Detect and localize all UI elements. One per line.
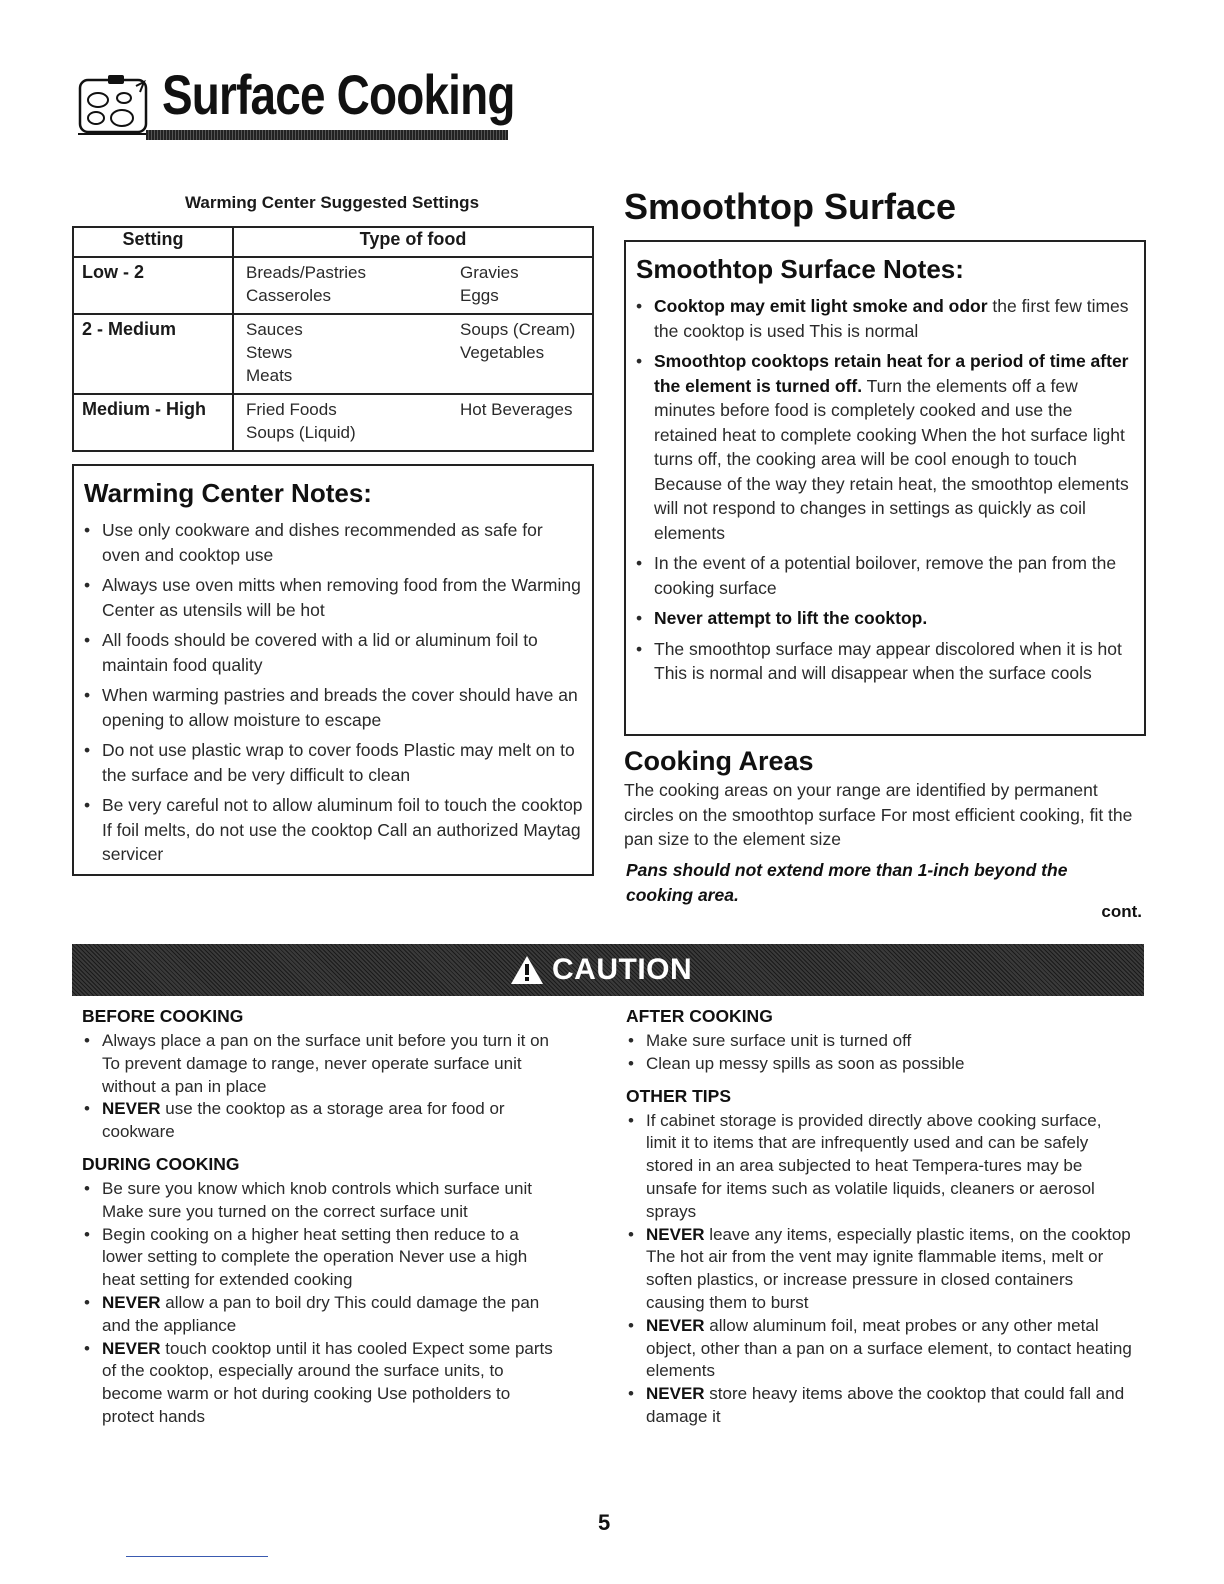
bold-lead: NEVER	[102, 1099, 161, 1119]
cooktop-burners-icon	[78, 74, 154, 136]
list-item: • When warming pastries and breads the cover should have an opening to allow moisture to escape	[74, 683, 584, 732]
food-item: Sauces	[246, 320, 303, 339]
list-item	[82, 1224, 562, 1292]
list-item	[626, 1383, 1136, 1429]
item-text: use the cooktop as a storage area for food or cookware	[102, 1099, 505, 1142]
bold-lead: NEVER	[102, 1338, 161, 1358]
warming-table-title: Warming Center Suggested Settings	[184, 193, 480, 212]
footer-rule	[126, 1556, 268, 1557]
food-item: Soups (Liquid)	[246, 423, 356, 442]
list-item: • All foods should be covered with a lid or aluminum foil to maintain food quality	[74, 628, 584, 677]
column-header-setting: Setting	[73, 227, 233, 257]
item-text: store heavy items above the cooktop that could fall and damage it	[646, 1384, 1125, 1426]
caution-left-column	[82, 1004, 562, 1437]
item-text: Make sure surface unit is turned off	[646, 1031, 912, 1050]
list-item	[82, 1178, 562, 1224]
page-header	[78, 63, 515, 162]
page-number: 5	[598, 1510, 611, 1535]
food-item: Stews	[246, 343, 293, 362]
cooking-areas-warning: Pans should not extend more than 1-inch beyond the cooking area.	[626, 860, 1068, 905]
setting-cell: Medium - High	[73, 394, 233, 451]
food-item: Hot Beverages	[460, 400, 573, 419]
bold-lead: Smoothtop cooktops retain heat for a period of time after the element is turned off.	[654, 351, 1129, 396]
list-item	[626, 1315, 1136, 1383]
list-item	[82, 1098, 562, 1144]
after-cooking-heading: AFTER COOKING	[626, 1006, 773, 1026]
smoothtop-notes-title: Smoothtop Surface Notes:	[636, 254, 964, 284]
list-item	[82, 1030, 562, 1098]
item-text: Turn the elements off a few minutes before food is completely cooked and use the retained heat to complete cooking When the hot surface light turns off, the cooking area will be cool enough to touch Because of the way they retain heat, the smoothtop elements will not respond to changes in settings as quickly as coil elements	[654, 375, 1129, 543]
title-underline-bar	[146, 130, 508, 140]
caution-right-column	[626, 1004, 1136, 1437]
food-cell	[233, 394, 593, 451]
setting-cell: Low - 2	[73, 257, 233, 314]
setting-cell: 2 - Medium	[73, 314, 233, 394]
list-item: • Be very careful not to allow aluminum foil to touch the cooktop If foil melts, do not use the cooktop Call an authorized Maytag servicer	[74, 793, 584, 867]
table-row	[73, 394, 593, 451]
food-cell	[233, 257, 593, 314]
smoothtop-notes-list	[626, 294, 1134, 692]
warming-notes-box	[72, 464, 594, 876]
after-cooking-list	[626, 1030, 1136, 1076]
list-item	[626, 1030, 1136, 1053]
list-item	[626, 551, 1134, 600]
food-item: Soups (Cream)	[460, 320, 576, 339]
bold-lead: NEVER	[646, 1315, 705, 1335]
list-item	[82, 1292, 562, 1338]
warming-notes-list	[74, 518, 584, 873]
during-cooking-heading: DURING COOKING	[82, 1153, 240, 1174]
food-item: Gravies	[460, 263, 519, 282]
list-item	[626, 294, 1134, 343]
smoothtop-title: Smoothtop Surface	[624, 186, 957, 227]
continued-label: cont.	[1101, 902, 1142, 921]
other-tips-list	[626, 1110, 1136, 1429]
bold-lead: NEVER	[102, 1292, 161, 1312]
caution-label	[510, 953, 692, 987]
during-cooking-list	[82, 1178, 562, 1429]
food-item: Meats	[246, 366, 293, 385]
list-item	[626, 1053, 1136, 1076]
warning-triangle-icon	[510, 955, 544, 985]
bold-lead: Cooktop may emit light smoke and odor	[654, 296, 988, 316]
food-item: Fried Foods	[246, 400, 337, 419]
bold-lead: Never attempt to lift the cooktop.	[654, 608, 928, 628]
item-text: touch cooktop until it has cooled Expect some parts of the cooktop, especially around the surface units, to become warm or hot during cooking Use potholders to protect hands	[102, 1338, 553, 1426]
food-item: Vegetables	[460, 343, 545, 362]
smoothtop-notes-box	[624, 240, 1146, 736]
before-cooking-heading: BEFORE COOKING	[82, 1006, 244, 1026]
item-text: allow aluminum foil, meat probes or any other metal object, other than a pan on a surface element, to contact heating elements	[646, 1315, 1132, 1381]
list-item	[626, 606, 1134, 631]
before-cooking-list	[82, 1030, 562, 1144]
table-row	[73, 314, 593, 394]
cooking-areas-body: The cooking areas on your range are identified by permanent circles on the smoothtop surface For most efficient cooking, fit the pan size to the element size	[624, 780, 1133, 849]
bold-lead: NEVER	[646, 1224, 705, 1244]
list-item	[626, 349, 1134, 545]
item-text: The smoothtop surface may appear discolored when it is hot This is normal and will disappear when the surface cools	[654, 638, 1122, 683]
list-item	[626, 637, 1134, 686]
table-header-row	[73, 227, 593, 257]
column-header-food: Type of food	[233, 227, 593, 257]
item-text: Be sure you know which knob controls which surface unit Make sure you turned on the correct surface unit	[102, 1178, 532, 1221]
warming-settings-table	[72, 226, 594, 452]
list-item	[82, 1338, 562, 1429]
food-cell	[233, 314, 593, 394]
list-item	[626, 1224, 1136, 1315]
list-item: • Use only cookware and dishes recommended as safe for oven and cooktop use	[74, 518, 584, 567]
other-tips-heading: OTHER TIPS	[626, 1085, 732, 1106]
page-title: Surface Cooking	[162, 63, 515, 126]
food-item: Breads/Pastries	[246, 263, 366, 282]
item-text: the first few times the cooktop is used This is normal	[654, 296, 1129, 341]
caution-text: CAUTION	[552, 953, 693, 986]
list-item	[626, 1110, 1136, 1224]
table-row	[73, 257, 593, 314]
warming-notes-title: Warming Center Notes:	[84, 478, 372, 508]
bold-lead: NEVER	[646, 1384, 705, 1404]
item-text: In the event of a potential boilover, remove the pan from the cooking surface	[654, 553, 1117, 598]
item-text: leave any items, especially plastic items, on the cooktop The hot air from the vent may ignite flammable items, melt or soften plastics, or increase pressure in closed containers causing them to burst	[646, 1224, 1131, 1312]
item-text: allow a pan to boil dry This could damage the pan and the appliance	[102, 1292, 540, 1335]
item-text: Always place a pan on the surface unit before you turn it on To prevent damage to range, never operate surface unit without a pan in place	[102, 1031, 549, 1096]
list-item: • Always use oven mitts when removing food from the Warming Center as utensils will be hot	[74, 573, 584, 622]
food-item: Casseroles	[246, 286, 332, 305]
cooking-areas-title: Cooking Areas	[624, 746, 814, 776]
item-text: Begin cooking on a higher heat setting then reduce to a lower setting to complete the operation Never use a high heat setting for extended cooking	[102, 1224, 528, 1290]
food-item: Eggs	[460, 286, 499, 305]
list-item: • Do not use plastic wrap to cover foods Plastic may melt on to the surface and be very difficult to clean	[74, 738, 584, 787]
item-text: If cabinet storage is provided directly above cooking surface, limit it to items that are infrequently used and can be safely stored in an area subjected to heat Tempera-tures may be unsafe for items such as volatile liquids, cleaners or aerosol sprays	[646, 1110, 1102, 1221]
item-text: Clean up messy spills as soon as possible	[646, 1053, 965, 1073]
